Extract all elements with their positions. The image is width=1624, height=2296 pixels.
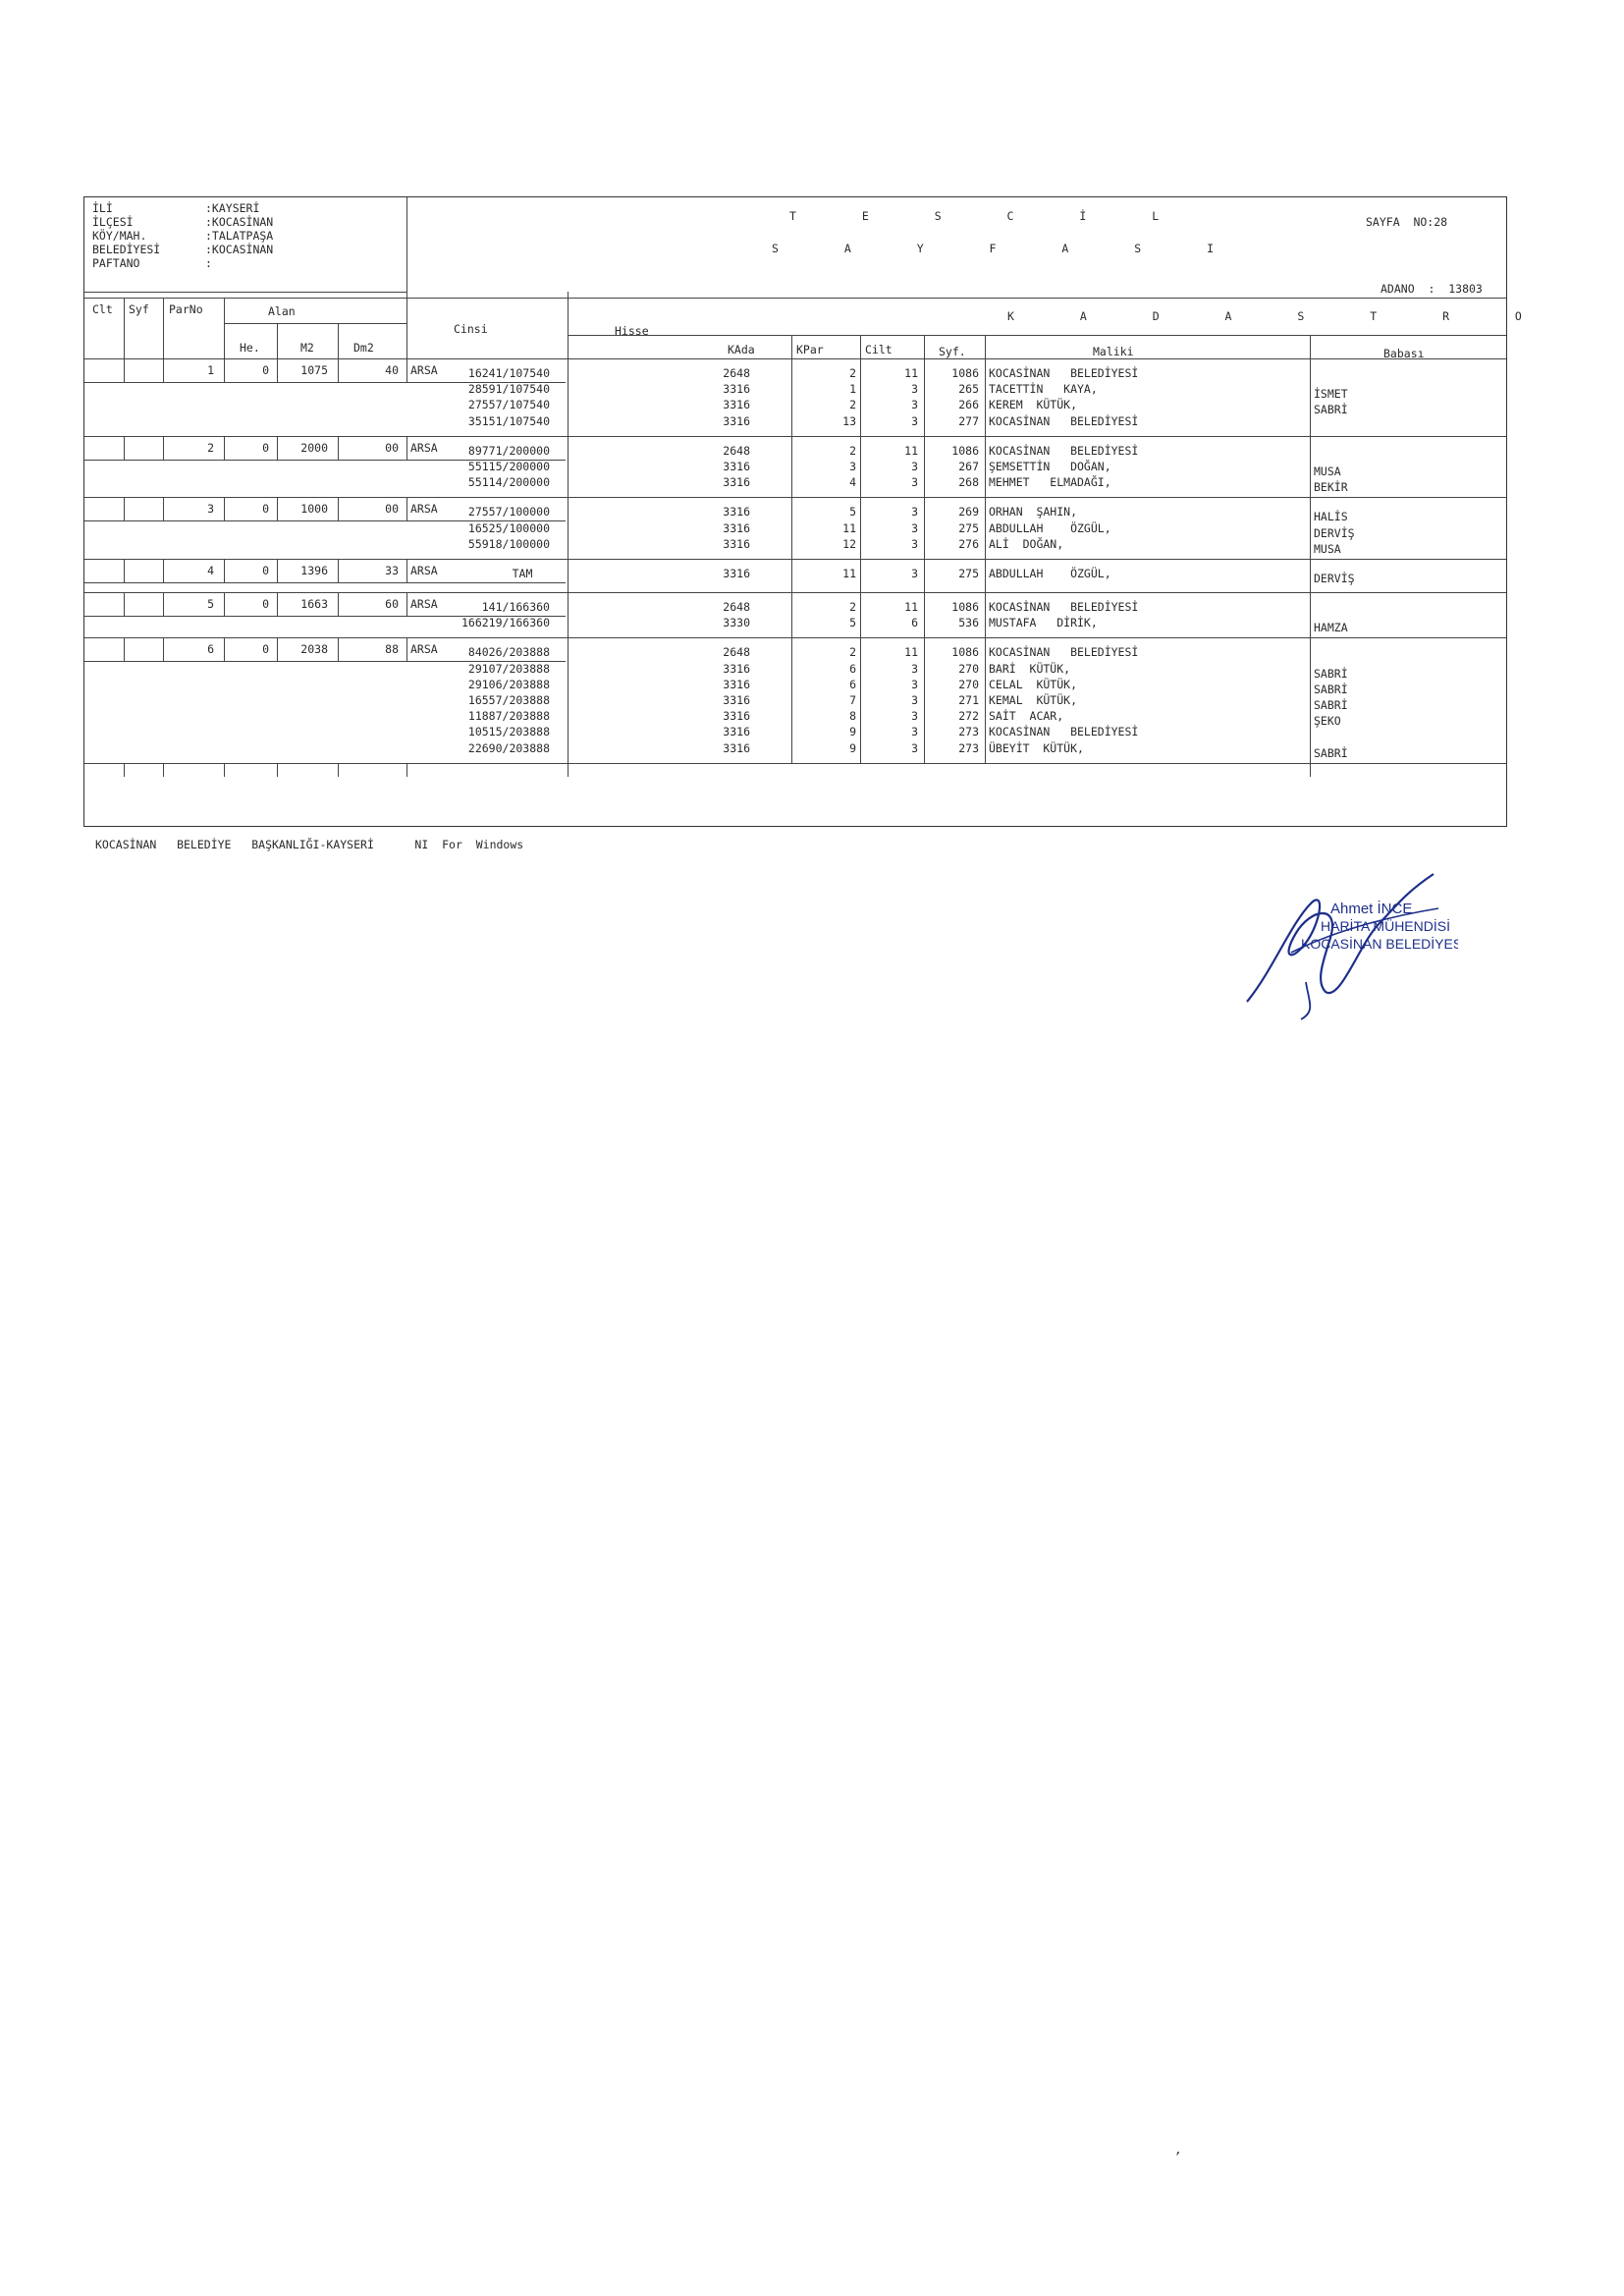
cilt-value: 3 [911,382,918,397]
footer-org: KOCASİNAN BELEDİYE BAŞKANLIĞI-KAYSERİ [95,838,374,851]
maliki-value: TACETTİN KAYA, [989,382,1098,397]
kpar-value: 5 [849,616,856,630]
maliki-value: KEREM KÜTÜK, [989,398,1078,412]
header-label: BELEDİYESİ [92,243,161,256]
cilt-value: 3 [911,398,918,412]
tescil-sheet [83,196,1551,827]
kada-value: 3316 [723,693,750,707]
cilt-value: 3 [911,661,918,676]
parcel-dm2: 88 [385,642,399,657]
babasi-value: BEKİR [1314,480,1348,495]
cilt-value: 3 [911,460,918,473]
kada-value: 3316 [723,661,750,676]
parcel-cinsi: ARSA [410,642,438,657]
grid-line [791,592,792,637]
cilt-value: 3 [911,475,918,490]
parcel-m2: 2038 [300,642,328,657]
parcel-m2: 1663 [300,597,328,611]
kpar-value: 4 [849,475,856,490]
parcel-cinsi: ARSA [410,564,438,577]
syf-value: 271 [958,693,979,707]
syf-value: 272 [958,709,979,724]
divider [84,292,406,293]
kpar-value: 11 [842,567,856,580]
grid-line [84,497,1506,498]
col-header-dm2: Dm2 [353,341,374,355]
grid-line [860,335,861,358]
grid-line [985,358,986,436]
hisse-value: 16557/203888 [467,693,550,707]
parcel-m2: 1075 [300,363,328,377]
babasi-value: MUSA [1314,541,1341,556]
syf-value: 269 [958,505,979,519]
kpar-value: 12 [842,536,856,551]
grid-line [985,497,986,559]
syf-value: 273 [958,740,979,755]
grid-line [338,323,339,358]
grid-line [84,637,1506,638]
cilt-value: 11 [904,600,918,614]
parcel-m2: 1000 [300,502,328,517]
maliki-value: ABDULLAH ÖZGÜL, [989,520,1111,535]
grid-line [124,559,125,582]
hisse-value: 16241/107540 [467,366,550,380]
grid-line [277,763,278,777]
header-value: :TALATPAŞA [205,229,274,243]
kpar-value: 2 [849,366,856,380]
parcel-he: 0 [262,363,269,377]
grid-line [84,559,1506,560]
parcel-no: 2 [207,440,214,455]
header-label: İLİ [92,201,113,215]
kpar-value: 13 [842,413,856,428]
cilt-value: 11 [904,645,918,660]
hisse-value: 11887/203888 [467,709,550,724]
cilt-value: 3 [911,413,918,428]
kada-value: 3316 [723,567,750,580]
maliki-value: CELAL KÜTÜK, [989,677,1078,691]
maliki-value: KOCASİNAN BELEDİYESİ [989,366,1139,380]
col-header-he: He. [240,341,260,355]
grid-line [924,335,925,358]
kada-value: 3316 [723,725,750,739]
maliki-value: ORHAN ŞAHIN, [989,505,1078,519]
parcel-no: 4 [207,564,214,577]
syf-value: 268 [958,475,979,490]
cilt-value: 3 [911,536,918,551]
parcel-he: 0 [262,564,269,577]
maliki-value: ŞEMSETTİN DOĞAN, [989,460,1111,473]
hisse-value: 27557/100000 [467,505,550,519]
grid-line [1310,335,1311,358]
col-header-kadastro: K A D A S T R O [1007,309,1551,323]
hisse-value: 55918/100000 [467,536,550,551]
header-label: PAFTANO [92,256,140,270]
grid-line [1310,637,1311,762]
parcel-no: 3 [207,502,214,517]
grid-line [163,763,164,777]
grid-line [84,436,1506,437]
syf-value: 270 [958,677,979,691]
col-header-kada: KAda [728,343,755,356]
footer-software: NI For Windows [414,838,524,851]
hisse-value: 89771/200000 [467,443,550,458]
kpar-value: 7 [849,693,856,707]
hisse-value: 10515/203888 [467,725,550,739]
grid-line [84,592,1506,593]
maliki-value: MEHMET ELMADAĞI, [989,475,1111,490]
parcel-cinsi: ARSA [410,502,438,517]
col-header-alan: Alan [268,304,296,318]
parcel-no: 5 [207,597,214,611]
syf-value: 273 [958,725,979,739]
signature-org: KOCASİNAN BELEDİYESİ [1301,936,1458,952]
parcel-dm2: 60 [385,597,399,611]
grid-line [224,763,225,777]
grid-line [406,292,407,358]
syf-value: 1086 [951,443,979,458]
cilt-value: 3 [911,505,918,519]
header-value: :KOCASİNAN [205,215,274,229]
babasi-value: İSMET [1314,387,1348,402]
maliki-value: SAİT ACAR, [989,709,1064,724]
grid-line [1310,592,1311,637]
babasi-value: HAMZA [1314,621,1348,635]
hisse-value: 166219/166360 [460,616,550,630]
signature-scribble [1232,864,1458,1021]
kada-value: 3316 [723,475,750,490]
babasi-value: HALİS [1314,510,1348,524]
divider [406,197,407,292]
babasi-value: MUSA [1314,465,1341,478]
kada-value: 2648 [723,366,750,380]
syf-value: 1086 [951,366,979,380]
cilt-value: 3 [911,725,918,739]
grid-line [84,763,1506,764]
hisse-value: 55114/200000 [467,475,550,490]
col-header-maliki: Maliki [1093,345,1134,358]
parcel-m2: 2000 [300,440,328,455]
header-value: :KAYSERİ [205,201,260,215]
grid-line [224,298,225,358]
grid-line [406,763,407,777]
babasi-value: ŞEKO [1314,714,1341,729]
header-label: İLÇESİ [92,215,134,229]
grid-line [1310,436,1311,498]
kada-value: 2648 [723,645,750,660]
grid-line [406,358,407,382]
grid-line [1310,497,1311,559]
syf-value: 1086 [951,645,979,660]
hisse-value: 29107/203888 [467,661,550,676]
kpar-value: 2 [849,443,856,458]
cilt-value: 3 [911,520,918,535]
grid-line [124,436,125,460]
signature-name: Ahmet İNCE [1330,901,1413,917]
parcel-cinsi: ARSA [410,363,438,377]
kada-value: 3316 [723,413,750,428]
hisse-value: 35151/107540 [467,413,550,428]
col-header-hisse: Hisse [615,324,649,338]
parcel-no: 1 [207,363,214,377]
grid-line [924,592,925,637]
hisse-value: TAM [512,567,533,580]
syf-value: 270 [958,661,979,676]
grid-line [568,335,1506,336]
grid-line [1310,763,1311,777]
col-header-syf: Syf [129,302,149,316]
hisse-value: 141/166360 [481,600,550,614]
hisse-value: 29106/203888 [467,677,550,691]
cilt-value: 6 [911,616,918,630]
grid-line [338,763,339,777]
col-header-cinsi: Cinsi [454,322,488,336]
col-header-m2: M2 [300,341,314,355]
kada-value: 3316 [723,536,750,551]
babasi-value: SABRİ [1314,682,1348,696]
kpar-value: 2 [849,600,856,614]
col-header-parno: ParNo [169,302,203,316]
kada-value: 3316 [723,382,750,397]
hisse-value: 84026/203888 [467,645,550,660]
grid-line [1310,358,1311,436]
kpar-value: 9 [849,725,856,739]
maliki-value: ÜBEYİT KÜTÜK, [989,740,1084,755]
grid-line [985,335,986,358]
babasi-value: SABRİ [1314,745,1348,760]
col-header-kpar: KPar [796,343,824,356]
kpar-value: 6 [849,661,856,676]
parcel-m2: 1396 [300,564,328,577]
cilt-value: 3 [911,677,918,691]
cilt-value: 3 [911,709,918,724]
cilt-value: 11 [904,366,918,380]
hisse-value: 27557/107540 [467,398,550,412]
grid-line [277,323,278,358]
parcel-he: 0 [262,642,269,657]
kada-value: 3316 [723,740,750,755]
parcel-he: 0 [262,597,269,611]
footer [95,838,523,851]
parcel-he: 0 [262,440,269,455]
kpar-value: 5 [849,505,856,519]
parcel-cinsi: ARSA [410,597,438,611]
signature-title: HARİTA MÜHENDİSİ [1321,918,1450,934]
grid-line [406,497,407,520]
signature-stamp [1232,864,1458,1025]
hisse-value: 55115/200000 [467,460,550,473]
maliki-value: ABDULLAH ÖZGÜL, [989,567,1111,580]
cilt-value: 11 [904,443,918,458]
col-header-cilt: Cilt [865,343,893,356]
grid-line [860,592,861,637]
kada-value: 2648 [723,600,750,614]
maliki-value: KOCASİNAN BELEDİYESİ [989,443,1139,458]
kada-value: 3316 [723,505,750,519]
parcel-he: 0 [262,502,269,517]
syf-value: 277 [958,413,979,428]
syf-value: 536 [958,616,979,630]
syf-value: 1086 [951,600,979,614]
maliki-value: MUSTAFA DİRİK, [989,616,1098,630]
kada-value: 3316 [723,520,750,535]
grid-line [406,637,407,661]
hisse-value: 28591/107540 [467,382,550,397]
maliki-value: KOCASİNAN BELEDİYESİ [989,600,1139,614]
grid-line [124,592,125,616]
maliki-value: KOCASİNAN BELEDİYESİ [989,645,1139,660]
kpar-value: 11 [842,520,856,535]
grid-line [224,323,406,324]
header-label: KÖY/MAH. [92,229,147,243]
kada-value: 2648 [723,443,750,458]
grid-line [163,298,164,358]
title-sayfasi: S A Y F A S I [772,242,1244,255]
grid-line [124,637,125,661]
syf-value: 267 [958,460,979,473]
sayfa-no: SAYFA NO:28 [1366,215,1448,229]
kpar-value: 6 [849,677,856,691]
ada-no: ADANO : 13803 [1380,282,1483,296]
parcel-dm2: 33 [385,564,399,577]
parcel-dm2: 00 [385,440,399,455]
kpar-value: 3 [849,460,856,473]
header-value: :KOCASİNAN [205,243,274,256]
kpar-value: 8 [849,709,856,724]
grid-line [406,436,407,460]
syf-value: 266 [958,398,979,412]
kpar-value: 9 [849,740,856,755]
grid-line [1310,559,1311,592]
header-value: : [205,256,212,270]
grid-line [985,592,986,637]
babasi-value: DERVİŞ [1314,525,1355,540]
maliki-value: KOCASİNAN BELEDİYESİ [989,725,1139,739]
grid-line [791,335,792,358]
babasi-value: SABRİ [1314,403,1348,417]
hisse-value: 16525/100000 [467,520,550,535]
kada-value: 3330 [723,616,750,630]
parcel-no: 6 [207,642,214,657]
kada-value: 3316 [723,398,750,412]
grid-line [124,358,125,382]
kada-value: 3316 [723,709,750,724]
grid-line [124,497,125,520]
margin-mark: , [1175,2143,1183,2157]
grid-line [985,436,986,498]
syf-value: 265 [958,382,979,397]
title-tescil: T E S C İ L [789,209,1189,223]
grid-line [985,637,986,762]
cilt-value: 3 [911,740,918,755]
cilt-value: 3 [911,693,918,707]
syf-value: 275 [958,520,979,535]
parcel-dm2: 40 [385,363,399,377]
kpar-value: 2 [849,398,856,412]
maliki-value: BARİ KÜTÜK, [989,661,1071,676]
cilt-value: 3 [911,567,918,580]
col-header-clt: Clt [92,302,113,316]
grid-line [406,559,407,582]
grid-line [124,298,125,358]
babasi-value: SABRİ [1314,666,1348,681]
grid-line [84,358,1506,359]
kpar-value: 1 [849,382,856,397]
kada-value: 3316 [723,677,750,691]
maliki-value: KOCASİNAN BELEDİYESİ [989,413,1139,428]
parcel-dm2: 00 [385,502,399,517]
col-header-syf2: Syf. [939,345,966,358]
grid-line [124,763,125,777]
grid-line [406,592,407,616]
col-header-babasi: Babası [1383,347,1425,360]
babasi-value: DERVİŞ [1314,572,1355,585]
parcel-cinsi: ARSA [410,440,438,455]
syf-value: 275 [958,567,979,580]
maliki-value: ALİ DOĞAN, [989,536,1064,551]
babasi-value: SABRİ [1314,698,1348,712]
hisse-value: 22690/203888 [467,740,550,755]
kada-value: 3316 [723,460,750,473]
grid-line [985,559,986,592]
kpar-value: 2 [849,645,856,660]
divider [84,298,1506,299]
maliki-value: KEMAL KÜTÜK, [989,693,1078,707]
syf-value: 276 [958,536,979,551]
grid-line [84,582,566,583]
